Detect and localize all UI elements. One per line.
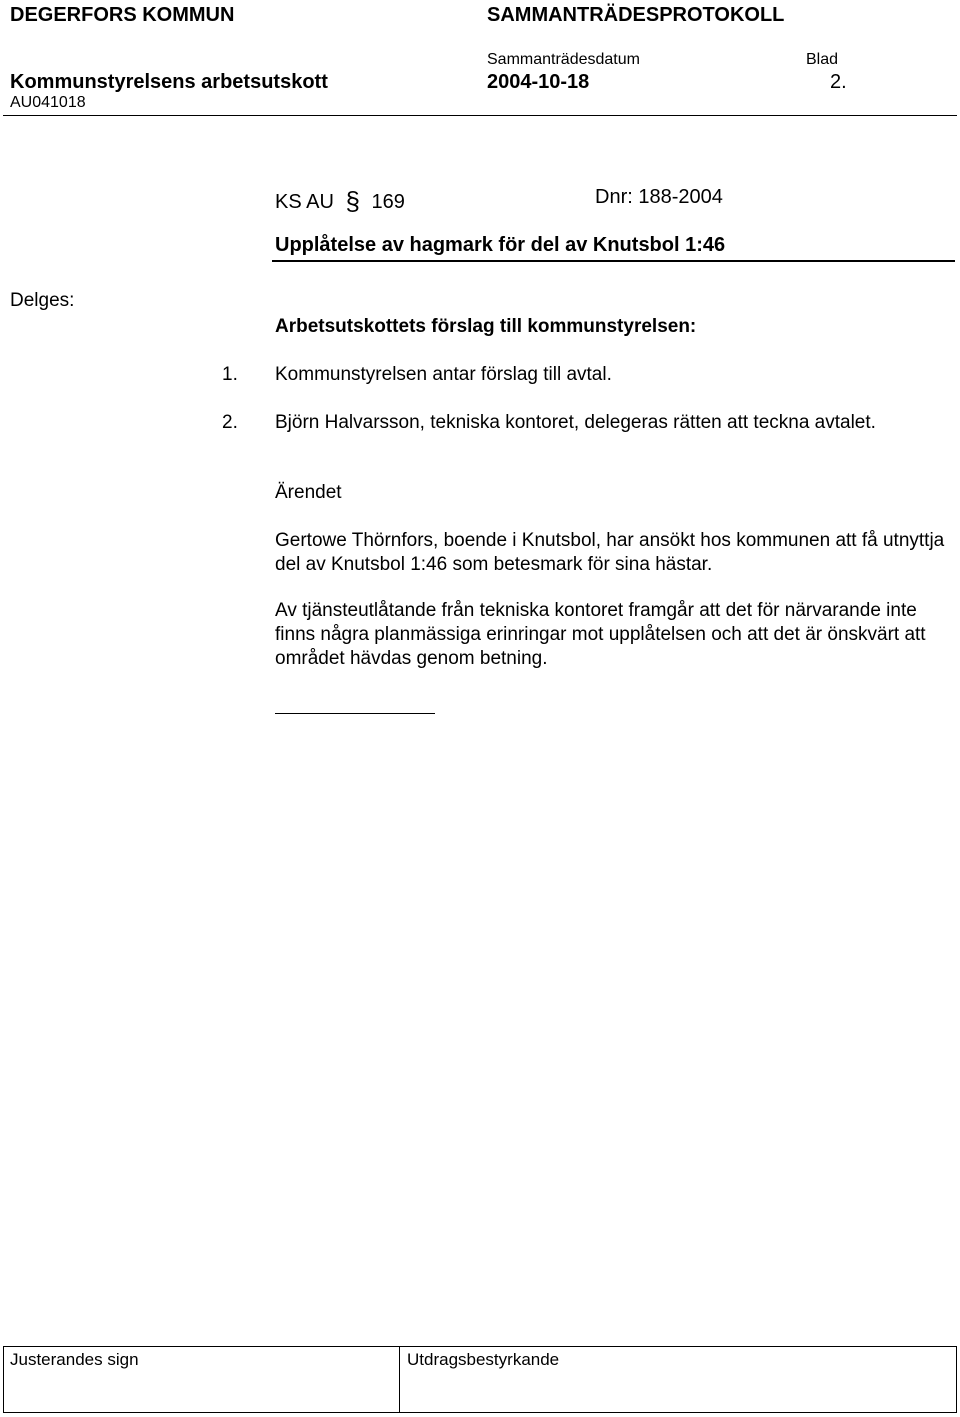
title-underline <box>272 260 955 262</box>
header-divider <box>3 115 957 116</box>
utdragsbestyrkande-label: Utdragsbestyrkande <box>407 1350 560 1369</box>
document-type: SAMMANTRÄDESPROTOKOLL <box>487 4 785 26</box>
justerandes-sign-label: Justerandes sign <box>10 1350 139 1369</box>
proposal-item-text: Björn Halvarsson, tekniska kontoret, delegeras rätten att teckna avtalet. <box>275 412 876 433</box>
matter-ref-prefix: KS AU <box>275 191 334 213</box>
committee-name: Kommunstyrelsens arbetsutskott <box>10 71 328 93</box>
section-sign: § <box>345 186 360 216</box>
matter-title: Upplåtelse av hagmark för del av Knutsbol 1:46 <box>275 234 726 256</box>
proposal-item-number: 2. <box>222 412 238 433</box>
arendet-paragraph: Av tjänsteutlåtande från tekniska kontoret framgår att det för närvarande inte finns några planmässiga erinringar mot upplåtelsen och att det är önskvärt att området hävdas genom betning. <box>275 600 926 669</box>
date-label: Sammanträdesdatum <box>487 51 640 68</box>
page-label: Blad <box>806 51 839 68</box>
matter-ref-number: 169 <box>371 191 405 213</box>
section-end-line <box>275 713 435 714</box>
matter-reference <box>275 186 405 217</box>
signature-box-divider <box>399 1346 400 1413</box>
meeting-date: 2004-10-18 <box>487 71 590 93</box>
arendet-heading: Ärendet <box>275 482 342 503</box>
delges-label: Delges: <box>10 290 75 311</box>
arendet-paragraph: Gertowe Thörnfors, boende i Knutsbol, har ansökt hos kommunen att få utnyttja del av Knutsbol 1:46 som betesmark för sina hästar. <box>275 530 945 575</box>
municipality-name: DEGERFORS KOMMUN <box>10 4 235 26</box>
proposal-heading: Arbetsutskottets förslag till kommunstyrelsen: <box>275 316 697 337</box>
page-number: 2. <box>830 71 847 93</box>
document-code: AU041018 <box>10 94 86 111</box>
dnr-number: Dnr: 188-2004 <box>595 186 723 208</box>
proposal-item-number: 1. <box>222 364 238 385</box>
proposal-item-text: Kommunstyrelsen antar förslag till avtal. <box>275 364 612 385</box>
